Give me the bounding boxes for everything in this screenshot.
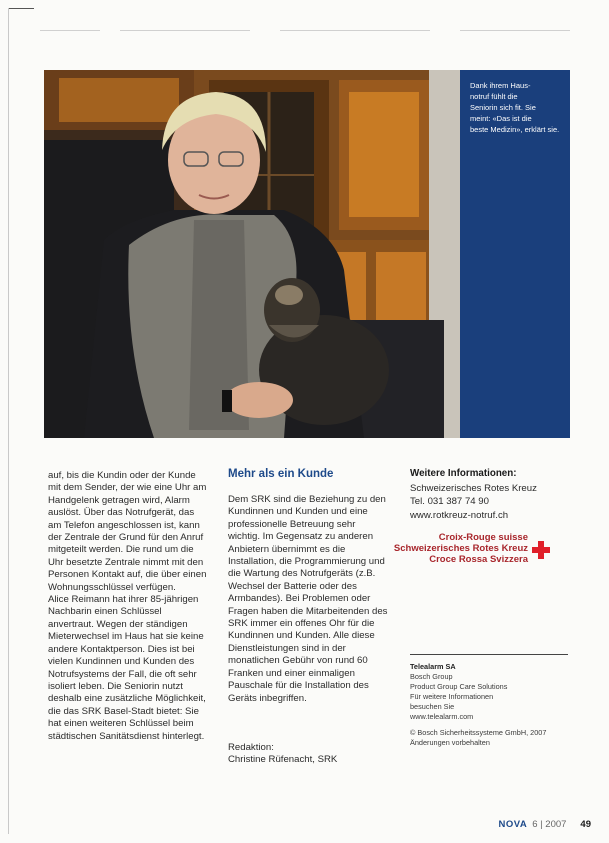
red-cross-logo bbox=[393, 532, 554, 568]
sponsor-title: Telealarm SA bbox=[410, 662, 456, 671]
page-edge bbox=[8, 8, 9, 834]
author-name: Christine Rüfenacht, SRK bbox=[228, 754, 338, 766]
author-credit bbox=[228, 742, 388, 767]
paragraph: Dem SRK sind die Beziehung zu den Kundinnen und Kunden und eine professionelle Betreuung sehr wichtig. Im Gegensatz zu anderen Anbietern übernimmt es die Installation, die Programmierung und die Wartung des Notrufgeräts (z.B. Wechsel der Batterie oder des Armbandes). Bei Problemen oder Fragen haben die Mitarbeitenden des SRK immer ein offenes Ohr für die Kundinnen und Kunden. Alle diese Dienstleistungen sind in der monatlichen Gebühr von rund 60 Franken und einer einmaligen Pauschale für die Installation des Geräts inbegriffen. bbox=[228, 494, 388, 704]
photo-senior-woman-with-dog bbox=[44, 70, 460, 438]
top-rule bbox=[460, 30, 570, 31]
sponsor-line: Product Group Care Solutions bbox=[410, 682, 508, 691]
author-label: Redaktion: bbox=[228, 742, 274, 753]
divider bbox=[410, 654, 568, 655]
sponsor-website-link[interactable]: www.telealarm.com bbox=[410, 712, 474, 721]
feature-photo bbox=[44, 70, 570, 438]
sponsor-line: Bosch Group bbox=[410, 672, 453, 681]
copyright-line: Änderungen vorbehalten bbox=[410, 738, 490, 747]
sponsor-box bbox=[410, 662, 575, 748]
photo-caption: Dank ihrem Haus- notruf fühlt die Seniorin sich fit. Sie meint: «Das ist die beste Medizin», erklärt sie. bbox=[470, 81, 560, 134]
section-heading: Mehr als ein Kunde bbox=[228, 468, 334, 480]
paragraph: Alice Reimann hat ihrer 85-jährigen Nachbarin einen Schlüssel anvertraut. Wegen der ständigen Mieterwechsel im Haus hat sie keine andere Kontaktperson. Dies ist bei vielen Kundinnen und Kunden des Notrufsystems der Fall, die oft sehr isoliert leben. Die Seniorin nutzt deshalb eine zusätzliche Möglichkeit, die das SRK Basel-Stadt bietet: Sie hat einen weiteren Schlüssel beim städtischen Sanitätsdienst hinterlegt. bbox=[48, 594, 206, 742]
paragraph: auf, bis die Kundin oder der Kunde mit dem Sender, der wie eine Uhr am Handgelenk getragen wird, Alarm auslöst. Über das Notrufgerät, das am Telefon angeschlossen ist, kann der Zentrale der Grund für den Anruf mitgeteilt werden. Die rund um die Uhr besetzte Zentrale nimmt mit den Personen Kontakt auf, die über einen Wohnungsschlüssel verfügen. bbox=[48, 470, 207, 593]
sponsor-line: besuchen Sie bbox=[410, 702, 455, 711]
logo-text-fr: Croix-Rouge suisse bbox=[438, 532, 528, 543]
info-heading: Weitere Informationen: bbox=[410, 468, 517, 479]
logo-text-it: Croce Rossa Svizzera bbox=[429, 554, 528, 565]
crop-mark bbox=[8, 8, 34, 9]
issue-number: 6 | 2007 bbox=[532, 819, 567, 830]
caption-panel bbox=[460, 70, 570, 438]
sponsor-line: Für weitere Informationen bbox=[410, 692, 494, 701]
info-phone: Tel. 031 387 74 90 bbox=[410, 496, 489, 508]
info-contact bbox=[410, 482, 570, 522]
article-column-middle bbox=[228, 494, 388, 705]
info-organisation: Schweizerisches Rotes Kreuz bbox=[410, 483, 537, 494]
article-column-left bbox=[48, 470, 208, 743]
magazine-name: NOVA bbox=[498, 819, 528, 830]
page-number: 49 bbox=[580, 819, 591, 830]
top-rule bbox=[280, 30, 430, 31]
top-rule bbox=[40, 30, 100, 31]
logo-text-de: Schweizerisches Rotes Kreuz bbox=[393, 543, 528, 554]
info-website-link[interactable]: www.rotkreuz-notruf.ch bbox=[410, 509, 509, 521]
page-footer bbox=[499, 819, 592, 830]
red-cross-icon bbox=[532, 541, 550, 559]
copyright-line: © Bosch Sicherheitssysteme GmbH, 2007 bbox=[410, 728, 547, 737]
top-rule bbox=[120, 30, 250, 31]
